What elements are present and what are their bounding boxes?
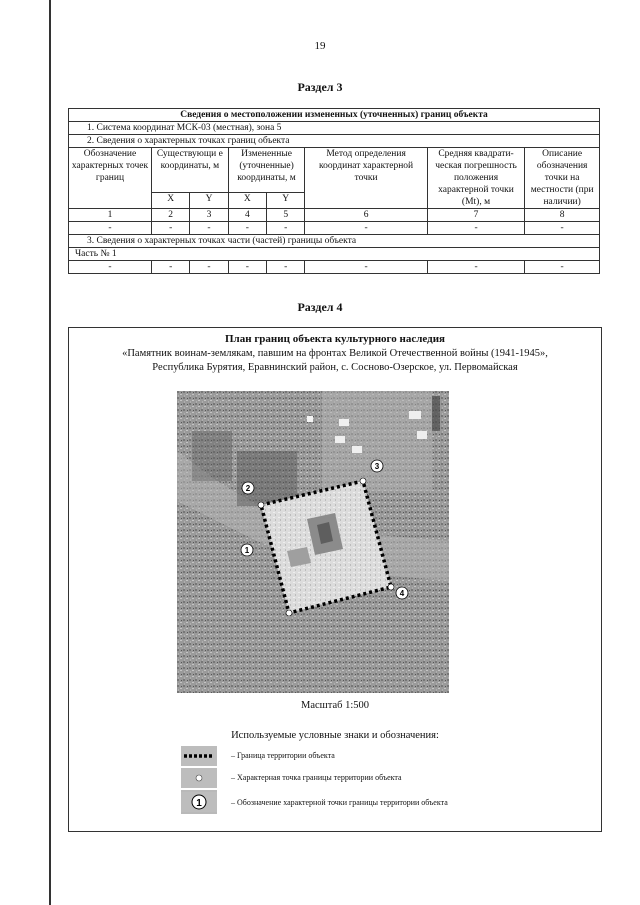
part-label-row: Часть № 1: [69, 248, 600, 261]
header-existing-coords: Существующи е координаты, м: [151, 148, 228, 193]
point-label-2: 2: [245, 484, 251, 493]
part-points-row: 3. Сведения о характерных точках части (частей) границы объекта: [69, 235, 600, 248]
header-changed-coords: Измененные (уточненные) координаты, м: [228, 148, 305, 193]
header-x: X: [151, 193, 189, 209]
table-cell: -: [151, 261, 189, 274]
legend-symbol-label: 1: [196, 798, 202, 809]
column-number: 4: [228, 209, 266, 222]
table-cell: -: [525, 222, 600, 235]
table-cell: -: [427, 222, 524, 235]
table-cell: -: [190, 222, 228, 235]
table-cell: -: [267, 222, 305, 235]
plan-title: План границ объекта культурного наследия: [225, 333, 445, 345]
table-cell: -: [427, 261, 524, 274]
dashed-boundary-icon: [181, 746, 217, 766]
column-number: 3: [190, 209, 228, 222]
legend-title: Используемые условные знаки и обозначения:: [231, 730, 439, 741]
table-row: [69, 261, 600, 274]
table-row: [69, 148, 600, 193]
legend-text: – Обозначение характерной точки границы территории объекта: [231, 798, 448, 807]
table-row: [69, 109, 600, 122]
legend-text: – Характерная точка границы территории объекта: [231, 773, 402, 782]
boundary-plan-frame: [68, 327, 602, 832]
column-number: 7: [427, 209, 524, 222]
header-y: Y: [267, 193, 305, 209]
table-row: [69, 122, 600, 135]
table-row: [69, 222, 600, 235]
header-point-designation: Обозначение характерных точек границ: [69, 148, 152, 209]
column-number: 2: [151, 209, 189, 222]
table-cell: -: [228, 222, 266, 235]
header-y: Y: [190, 193, 228, 209]
table-cell: -: [525, 261, 600, 274]
map-scale: Масштаб 1:500: [300, 700, 369, 711]
page-number: 19: [314, 40, 326, 52]
section-4-title: Раздел 4: [297, 300, 343, 314]
table-row: [69, 135, 600, 148]
numbered-point-icon: [181, 790, 217, 814]
column-number: 8: [525, 209, 600, 222]
page-left-rule: [49, 0, 51, 905]
table-row: [69, 235, 600, 248]
header-method: Метод определения координат характерной точки: [305, 148, 427, 209]
point-marker-icon: [181, 768, 217, 788]
header-description: Описание обозначения точки на местности (при наличии): [525, 148, 600, 209]
header-x: X: [228, 193, 266, 209]
table-cell: -: [190, 261, 228, 274]
header-error: Средняя квадрати-ческая погрешность положения характерной точки (Mt), м: [427, 148, 524, 209]
table-cell: -: [267, 261, 305, 274]
table-cell: -: [69, 261, 152, 274]
plan-subtitle-line-2: Республика Бурятия, Еравнинский район, с. Сосново-Озерское, ул. Первомайская: [152, 362, 518, 373]
column-number: 6: [305, 209, 427, 222]
table-title: Сведения о местоположении измененных (уточненных) границ объекта: [69, 109, 600, 122]
point-label-4: 4: [399, 589, 405, 598]
section-3-title: Раздел 3: [297, 80, 343, 94]
table-cell: -: [305, 222, 427, 235]
table-cell: -: [151, 222, 189, 235]
table-row: [69, 209, 600, 222]
table-cell: -: [228, 261, 266, 274]
table-cell: -: [305, 261, 427, 274]
aerial-map-image: [177, 391, 449, 693]
table-row: [69, 248, 600, 261]
legend-text: – Граница территории объекта: [231, 751, 335, 760]
point-label-3: 3: [374, 462, 380, 471]
coordinates-table: [68, 108, 600, 274]
points-info-row: 2. Сведения о характерных точках границ объекта: [69, 135, 600, 148]
table-cell: -: [69, 222, 152, 235]
column-number: 1: [69, 209, 152, 222]
point-label-1: 1: [244, 546, 250, 555]
coordinate-system-row: 1. Система координат МСК-03 (местная), зона 5: [69, 122, 600, 135]
column-number: 5: [267, 209, 305, 222]
plan-subtitle-line-1: «Памятник воинам-землякам, павшим на фронтах Великой Отечественной войны (1941-1945»,: [122, 348, 548, 359]
